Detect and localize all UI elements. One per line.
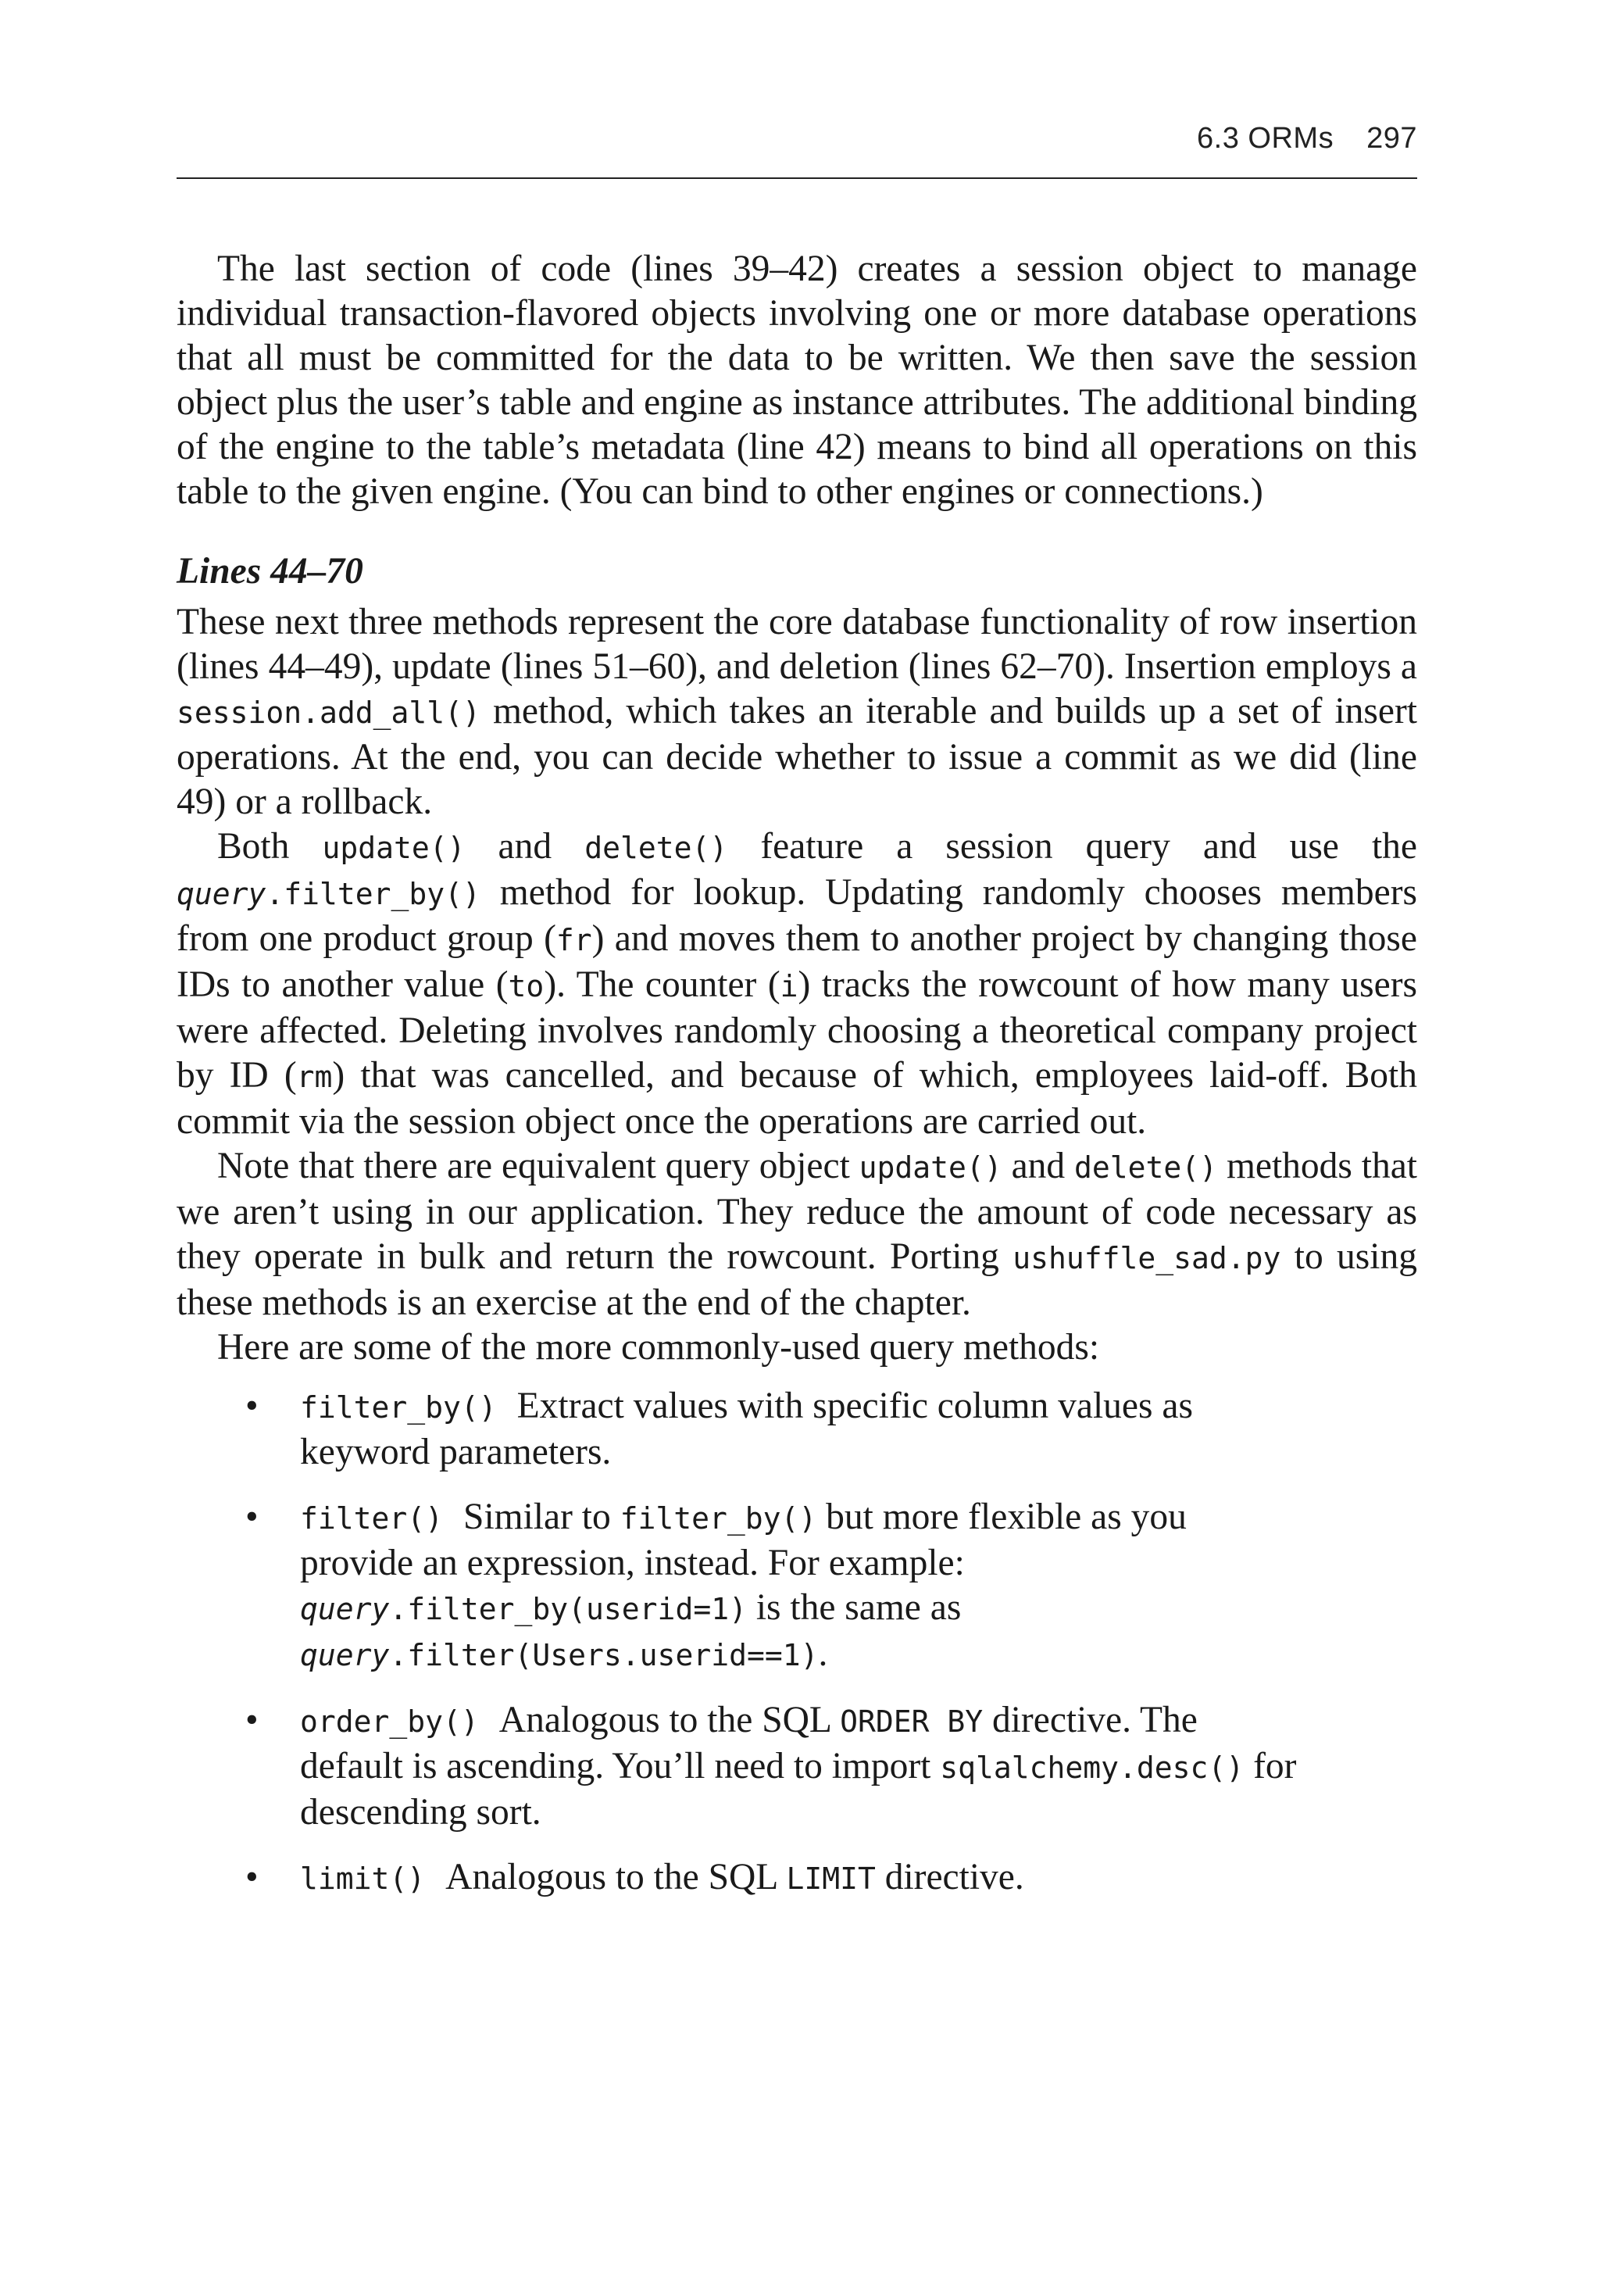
code-italic-query: query bbox=[300, 1638, 390, 1672]
text-run: Note that there are equivalent query object bbox=[217, 1146, 859, 1186]
code-run: .filter_by() bbox=[266, 877, 480, 911]
code-italic-query: query bbox=[300, 1592, 390, 1626]
text-run: Analogous to the SQL bbox=[498, 1700, 841, 1740]
text-run: directive. The default is ascending. You’ll need to import bbox=[300, 1700, 1198, 1786]
code-ushuffle-sad: ushuffle_sad.py bbox=[1012, 1241, 1281, 1275]
text-run: . bbox=[818, 1633, 828, 1674]
method-description: Extract values with specific column values as keyword parameters. bbox=[300, 1386, 1193, 1472]
text-run: Analogous to the SQL bbox=[445, 1857, 787, 1897]
paragraph-bulk-methods bbox=[177, 1144, 1417, 1325]
code-sqlalchemy-desc: sqlalchemy.desc() bbox=[940, 1751, 1245, 1785]
list-item-order-by bbox=[177, 1698, 1302, 1835]
text-run: method, which takes an iterable and builds up a set of insert operations. At the end, you can decide whether to issue a commit as we did (line 49) or a rollback. bbox=[177, 691, 1417, 822]
method-term: limit() bbox=[300, 1861, 426, 1896]
text-run: but more flexible as you provide an expression, instead. For example: bbox=[300, 1497, 1187, 1583]
code-session-add-all: session.add_all() bbox=[177, 696, 480, 730]
text-run: Similar to bbox=[463, 1497, 620, 1537]
code-update: update() bbox=[859, 1150, 1002, 1185]
list-item-limit bbox=[177, 1855, 1302, 1901]
text-run: directive. bbox=[875, 1857, 1024, 1897]
text-run: and bbox=[465, 826, 585, 867]
paragraph-update-delete bbox=[177, 824, 1417, 1144]
header-rule bbox=[177, 177, 1417, 179]
code-example-filter bbox=[300, 1638, 818, 1672]
paragraph-query-methods-intro: Here are some of the more commonly-used query methods: bbox=[217, 1327, 1100, 1368]
code-order-by-sql: ORDER BY bbox=[840, 1704, 984, 1739]
code-run: .filter_by(userid=1) bbox=[389, 1592, 747, 1626]
page-number: 297 bbox=[1366, 122, 1417, 155]
code-run: .filter(Users.userid==1) bbox=[389, 1638, 819, 1672]
method-term: filter_by() bbox=[300, 1390, 497, 1425]
list-item-filter-by bbox=[177, 1384, 1302, 1475]
text-run: ) tracks the rowcount of how many users were affected. Deleting involves randomly choosing a theoretical company project by ID ( bbox=[177, 964, 1418, 1096]
method-term: filter() bbox=[300, 1501, 444, 1536]
bullet-icon: • bbox=[245, 1857, 259, 1897]
code-limit-sql: LIMIT bbox=[786, 1861, 876, 1896]
text-run: ) that was cancelled, and because of which, employees laid-off. Both commit via the session object once the operations are carried out. bbox=[177, 1055, 1417, 1142]
running-head bbox=[1197, 122, 1417, 156]
text-run: to using these methods is an exercise at the end of the chapter. bbox=[177, 1236, 1417, 1323]
page-body bbox=[177, 247, 1417, 1922]
text-run: and bbox=[1002, 1146, 1075, 1186]
book-page bbox=[177, 0, 1417, 2296]
text-run: Both bbox=[217, 826, 323, 867]
subheading-lines-44-70: Lines 44–70 bbox=[177, 551, 363, 592]
code-update: update() bbox=[322, 831, 466, 865]
text-run: method for lookup. Updating randomly chooses members from one product group ( bbox=[177, 872, 1417, 959]
method-term: order_by() bbox=[300, 1704, 479, 1739]
code-query-filter-by bbox=[177, 877, 480, 911]
text-run: is the same as bbox=[746, 1587, 962, 1628]
bullet-icon: • bbox=[245, 1700, 259, 1740]
code-to: to bbox=[508, 969, 545, 1003]
code-i: i bbox=[780, 969, 798, 1003]
query-methods-list bbox=[177, 1384, 1302, 1901]
code-filter-by: filter_by() bbox=[620, 1501, 817, 1536]
code-delete: delete() bbox=[1074, 1150, 1218, 1185]
text-run: These next three methods represent the core database functionality of row insertion (lines 44–49), update (lines 51–60), and deletion (lines 62–70). Insertion employs a bbox=[177, 602, 1417, 687]
bullet-icon: • bbox=[245, 1497, 259, 1537]
list-item-filter bbox=[177, 1495, 1302, 1678]
code-italic-query: query bbox=[177, 877, 266, 911]
paragraph-session: The last section of code (lines 39–42) creates a session object to manage individual transaction-flavored objects involving one or more database operations that all must be committed for the data to be written. We then save the session object plus the user’s table and engine as instance attributes. The additional binding of the engine to the table’s metadata (line 42) means to bind all operations on this table to the given engine. (You can bind to other engines or connections.) bbox=[177, 249, 1417, 512]
text-run: ) and moves them to another project by changing those IDs to another value ( bbox=[177, 918, 1417, 1005]
section-title: 6.3 ORMs bbox=[1197, 122, 1334, 155]
code-fr: fr bbox=[555, 923, 592, 957]
code-rm: rm bbox=[296, 1060, 333, 1094]
text-run: for descending sort. bbox=[300, 1746, 1297, 1833]
paragraph-core-methods bbox=[177, 600, 1417, 824]
text-run: feature a session query and use the bbox=[727, 826, 1417, 867]
code-example-filter-by bbox=[300, 1592, 747, 1626]
text-run: methods that we aren’t using in our application. They reduce the amount of code necessary as they operate in bulk and return the rowcount. Porting bbox=[177, 1146, 1418, 1277]
text-run: ). The counter ( bbox=[544, 964, 780, 1005]
code-delete: delete() bbox=[584, 831, 728, 865]
bullet-icon: • bbox=[245, 1386, 259, 1426]
